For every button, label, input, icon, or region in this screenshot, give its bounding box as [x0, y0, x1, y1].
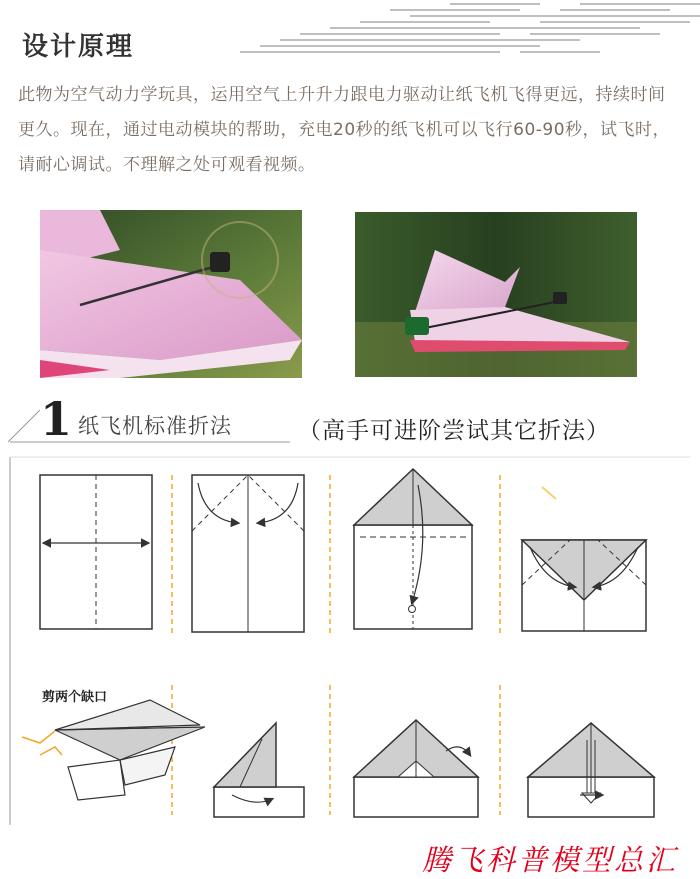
decorative-lines — [240, 0, 700, 60]
section-title: 设计原理 — [22, 32, 135, 62]
fold-step-3 — [354, 469, 472, 629]
step-number: 1 — [40, 392, 73, 446]
cut-notch-label: 剪两个缺口 — [42, 690, 108, 705]
step-note: （高手可进阶尝试其它折法） — [298, 418, 610, 444]
fold-step-2 — [192, 475, 304, 632]
fold-step-8-plane — [22, 700, 205, 800]
intro-paragraph: 此物为空气动力学玩具，运用空气上升升力跟电力驱动让纸飞机飞得更远，持续时间更久。现在，通过电动模块的帮助，充电20秒的纸飞机可以飞行60-90秒，试飞时，请耐心调试。不理解之处可观看视频。 — [18, 85, 671, 175]
fold-step-5 — [528, 723, 654, 817]
fold-step-4 — [522, 487, 646, 631]
fold-step-6 — [354, 720, 478, 817]
step-title: 纸飞机标准折法 — [78, 414, 232, 438]
folding-diagrams — [0, 455, 700, 835]
watermark-text: 腾飞科普模型总汇 — [422, 843, 679, 877]
fold-step-1 — [40, 475, 152, 629]
fold-step-7 — [214, 723, 304, 817]
plane-photo-closeup — [40, 210, 302, 378]
plane-photo-flying — [355, 212, 637, 377]
